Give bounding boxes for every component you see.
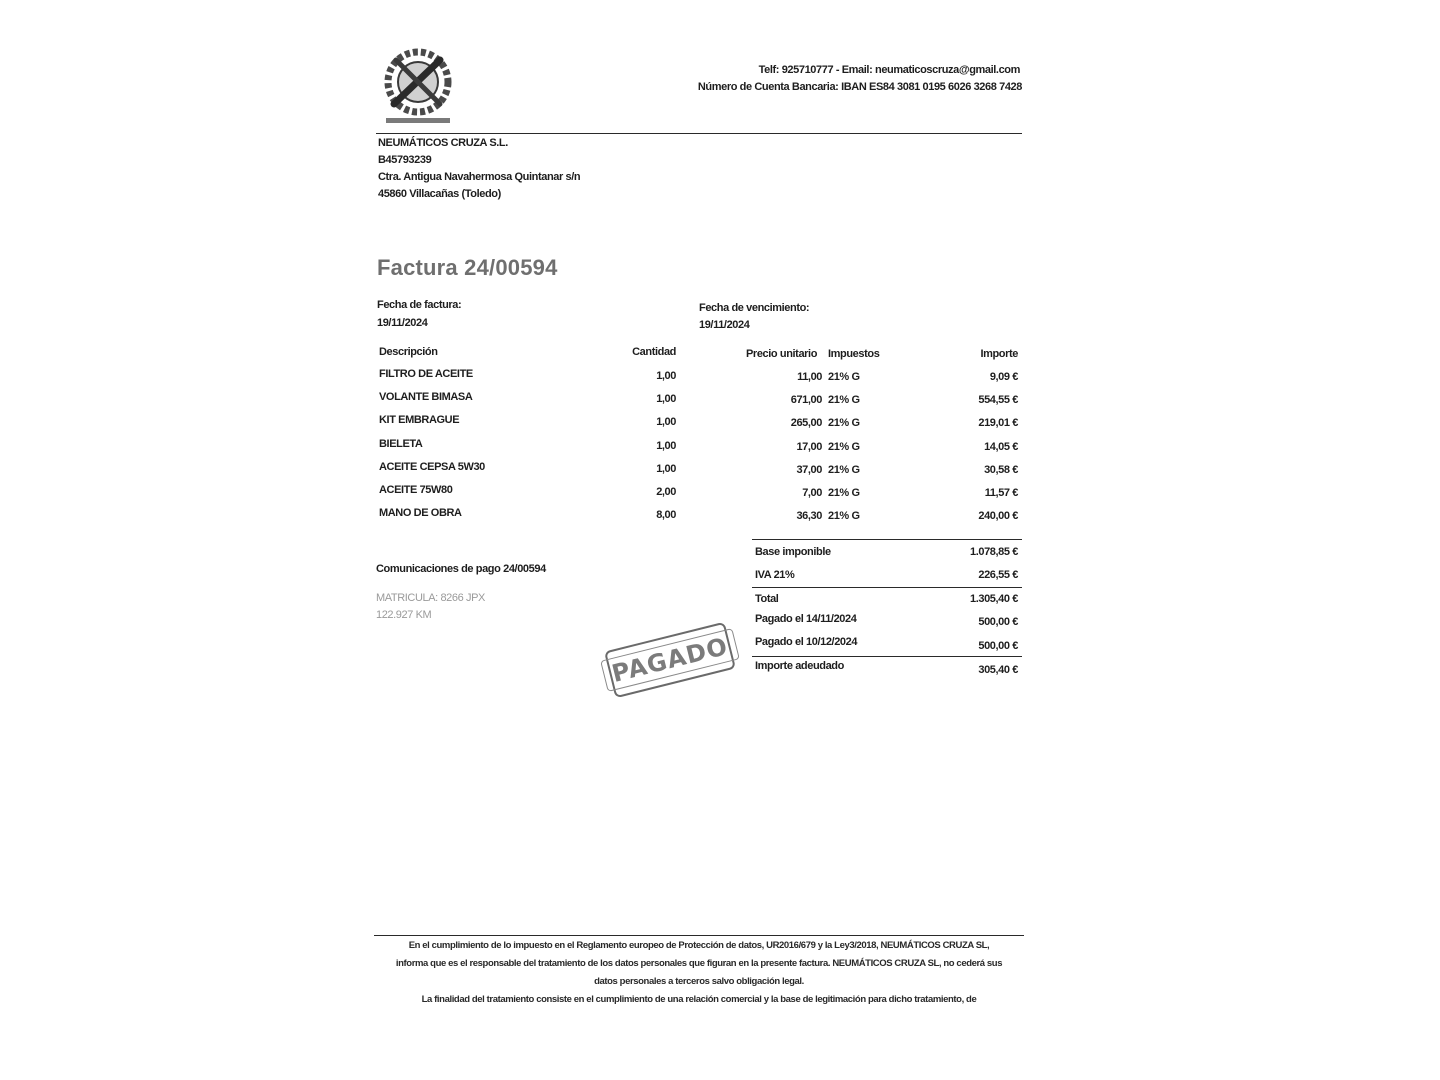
row-description: FILTRO DE ACEITE [379,368,473,380]
row-unit-price: 7,00 [802,487,822,499]
totals-value: 226,55 € [978,569,1018,581]
invoice-date-label: Fecha de factura: [377,299,462,311]
row-quantity: 2,00 [656,486,676,498]
footer-line: La finalidad del tratamiento consiste en el cumplimiento de una relación comercial y la base de legitimación para dicho tratamiento, de [421,994,977,1005]
totals-label: IVA 21% [755,569,795,581]
row-amount: 554,55 € [978,394,1018,406]
row-quantity: 8,00 [656,509,676,521]
payment-communications: Comunicaciones de pago 24/00594 [376,563,546,575]
company-city: 45860 Villacañas (Toledo) [378,188,501,200]
totals-label: Pagado el 14/11/2024 [755,613,857,625]
row-amount: 219,01 € [978,417,1018,429]
totals-label: Pagado el 10/12/2024 [755,636,858,648]
totals-divider-mid [752,587,1022,588]
invoice-date-value: 19/11/2024 [377,317,428,329]
row-amount: 9,09 € [989,371,1018,383]
row-tax: 21% G [828,371,860,383]
due-date-value: 19/11/2024 [699,319,750,331]
row-quantity: 1,00 [656,416,676,428]
header-description: Descripción [379,346,438,358]
vehicle-mileage: 122.927 KM [376,609,432,621]
row-tax: 21% G [828,464,860,476]
row-tax: 21% G [828,487,860,499]
totals-value: 1.305,40 € [970,593,1018,605]
row-tax: 21% G [828,441,860,453]
footer-line: informa que es el responsable del tratamiento de los datos personales que figuran en la presente factura. NEUMÁTICOS CRUZA SL, no cederá sus [395,958,1003,969]
header-unit-price: Precio unitario [746,348,818,360]
header-amount: Importe [980,348,1018,360]
header-taxes: Impuestos [828,348,880,360]
row-quantity: 1,00 [656,370,676,382]
totals-label: Importe adeudado [755,660,844,672]
company-name: NEUMÁTICOS CRUZA S.L. [378,137,508,149]
vehicle-plate: MATRICULA: 8266 JPX [376,592,485,604]
company-tax-id: B45793239 [378,154,432,166]
row-quantity: 1,00 [656,393,676,405]
footer-line: datos personales a terceros salvo obligación legal. [594,976,804,987]
totals-label: Base imponible [755,546,831,558]
row-tax: 21% G [828,510,860,522]
totals-label: Total [755,593,779,605]
due-date-label: Fecha de vencimiento: [699,302,810,314]
totals-value: 500,00 € [978,616,1018,628]
row-description: VOLANTE BIMASA [379,391,473,403]
row-description: ACEITE 75W80 [379,484,453,496]
row-unit-price: 37,00 [796,464,822,476]
row-tax: 21% G [828,417,860,429]
footer-line: En el cumplimiento de lo impuesto en el Reglamento europeo de Protección de datos, UR2016/679 y la Ley3/2018, NEUMÁTICOS CRUZA SL, [408,940,990,951]
header-divider [376,133,1022,134]
invoice-title: Factura 24/00594 [377,255,558,280]
row-unit-price: 36,30 [796,510,822,522]
header-contact: Telf: 925710777 - Email: neumaticoscruza@gmail.com [758,64,1020,76]
row-description: BIELETA [379,438,423,450]
totals-divider-top [752,539,1022,540]
row-tax: 21% G [828,394,860,406]
header-quantity: Cantidad [632,346,676,358]
row-unit-price: 11,00 [797,371,822,383]
row-unit-price: 671,00 [790,394,822,406]
paid-stamp [604,622,736,699]
totals-value: 500,00 € [978,640,1018,652]
row-description: ACEITE CEPSA 5W30 [379,461,485,473]
row-amount: 11,57 € [984,487,1018,499]
privacy-footer [372,937,1026,1009]
row-unit-price: 17,00 [796,441,822,453]
totals-value: 1.078,85 € [970,546,1018,558]
row-amount: 14,05 € [984,441,1018,453]
row-description: KIT EMBRAGUE [379,414,460,426]
row-amount: 240,00 € [978,510,1018,522]
row-quantity: 1,00 [656,440,676,452]
row-quantity: 1,00 [656,463,676,475]
row-amount: 30,58 € [984,464,1018,476]
totals-divider-bottom [752,656,1022,657]
row-unit-price: 265,00 [790,417,822,429]
paid-stamp-text: PAGADO [600,628,740,692]
totals-value: 305,40 € [978,664,1018,676]
header-bank-account: Número de Cuenta Bancaria: IBAN ES84 3081 0195 6026 3268 7428 [697,81,1022,93]
footer-divider [374,935,1024,936]
company-logo-icon [378,44,458,128]
row-description: MANO DE OBRA [379,507,462,519]
company-address: Ctra. Antigua Navahermosa Quintanar s/n [378,171,581,183]
